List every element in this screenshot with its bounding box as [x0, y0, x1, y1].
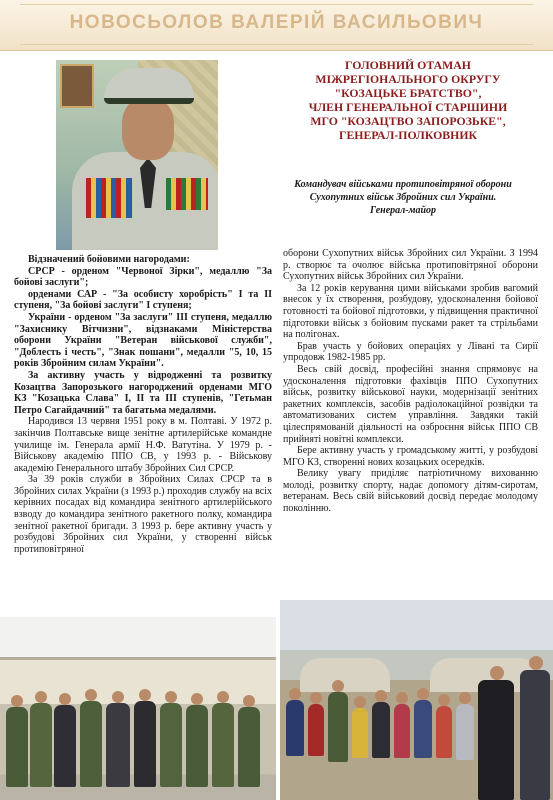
position-subtitle-line: Сухопутних військ Збройних сил України.	[309, 192, 497, 203]
paragraph: України - орденом "За заслуги" ІІІ ступеня, медаллю "Захиснику Вітчизни", відзнаками Міністерства оборони України "Ветеран військової служби", "Доблесть і честь", "Знак пошани", медалли "5, 10, 15 років Збройним силам України".	[14, 311, 272, 370]
person-head	[11, 695, 23, 707]
person-head	[191, 693, 203, 705]
rank-title-line: МІЖРЕГІОНАЛЬНОГО ОКРУГУ	[315, 72, 501, 86]
person-head	[396, 692, 408, 704]
person-head	[375, 690, 387, 702]
person-head	[354, 696, 366, 708]
paragraph: Брав участь у бойових операціях у Лівані та Сирії упродовж 1982-1985 рр.	[283, 340, 538, 364]
rank-title-line: МГО "КОЗАЦТВО ЗАПОРОЗЬКЕ",	[310, 114, 506, 128]
person-figure	[134, 701, 156, 787]
person-head	[438, 694, 450, 706]
header-rule-bottom	[20, 44, 533, 45]
tent-background	[300, 658, 390, 692]
medals-ribbons-right	[166, 178, 208, 210]
person-figure	[80, 701, 102, 787]
person-figure	[54, 705, 76, 787]
rank-title-line: ГОЛОВНИЙ ОТАМАН	[345, 58, 471, 72]
paragraph: орденами САР - "За особисту хоробрість" І та ІІ ступеня, "За бойові заслуги" І ступеня;	[14, 288, 272, 312]
paragraph: Весь свій досвід, професійні знання спрямовує на удосконалення підготовки фахівців ППО Сухопутних військ, розвитку військової науки, модернізації зенітних ракетних комплексів, засобів радіолокаційної розвідки та автоматизованих систем управління. Завдяки такій цілеспрямованій діяльності на озброєння військ ППО СВ прийняті новітні комплекси.	[283, 363, 538, 445]
person-figure	[478, 680, 514, 800]
person-head	[459, 692, 471, 704]
paragraph: За активну участь у відродженні та розвитку Козацтва Запорозького нагороджений орденами МГО КЗ "Козацька Слава" І, ІІ та ІІІ ступенів, "Гетьман Петро Сагайдачний" та багатьма медалями.	[14, 369, 272, 416]
person-figure	[456, 704, 474, 760]
person-figure	[436, 706, 452, 758]
paragraph: оборони Сухопутних військ Збройних сил України. З 1994 р. створює та очолює війська протиповітряної оборони Сухопутних військ Збройних сил України.	[283, 248, 538, 283]
rank-title-line: ЧЛЕН ГЕНЕРАЛЬНОЇ СТАРШИНИ	[308, 100, 508, 114]
person-figure	[520, 670, 550, 800]
left-text-column	[14, 254, 272, 555]
position-subtitle-line: Генерал-майор	[369, 205, 437, 216]
person-head	[310, 692, 322, 704]
face-shape	[122, 98, 174, 160]
person-figure	[6, 707, 28, 787]
paragraph: Народився 13 червня 1951 року в м. Полтаві. У 1972 р. закінчив Полтавське вище зенітне артилерійське командне училище ім. Генерала армії Н.Ф. Ватутіна. У 1979 р. - Військову академію ППО СВ, у 1993 р. - Військову академію Генерального штабу Збройних Сил СРСР.	[14, 416, 272, 474]
person-figure	[352, 708, 368, 758]
person-figure	[286, 700, 304, 756]
person-figure	[160, 703, 182, 787]
person-figure	[238, 707, 260, 787]
group-photo-officers	[0, 617, 276, 800]
person-head	[417, 688, 429, 700]
person-figure	[414, 700, 432, 758]
person-figure	[328, 692, 348, 762]
person-head	[139, 689, 151, 701]
person-figure	[186, 705, 208, 787]
person-figure	[212, 703, 234, 787]
cap-shape	[104, 68, 194, 104]
person-head	[35, 691, 47, 703]
rank-title-line: ГЕНЕРАЛ-ПОЛКОВНИК	[338, 128, 478, 142]
person-head	[217, 691, 229, 703]
paragraph: Бере активну участь у громадському житті, у розбудові МГО КЗ, створенні нових козацьких осередків.	[283, 445, 538, 468]
person-head	[289, 688, 301, 700]
portrait-photo	[56, 60, 218, 250]
page-title: НОВОСЬОЛОВ ВАЛЕРІЙ ВАСИЛЬОВИЧ	[69, 12, 484, 33]
wall-frame-decoration	[60, 64, 94, 108]
photo-children-event	[280, 600, 553, 800]
paragraph: СРСР - орденом "Червоної Зірки", медаллю "За бойові заслуги";	[14, 265, 272, 289]
header-rule-top	[20, 4, 533, 5]
person-head	[59, 693, 71, 705]
paragraph: За 39 років служби в Збройних Силах СРСР та в Збройних силах України (з 1993 р.) проходив службу на всіх керівних посадах від командира зенітного артилерійського взводу до командира зенітного ракетного полку, командира зенітної ракетної бригади. З 1993 р. бере активну участь у розбудові Збройних сил України, у створенні військ протиповітряної	[14, 474, 272, 555]
awards-heading: Відзначений бойовими нагородами:	[28, 254, 190, 265]
position-subtitle-line: Командувач військами протиповітряної оборони	[294, 179, 512, 190]
person-head	[243, 695, 255, 707]
person-figure	[308, 704, 324, 756]
person-figure	[372, 702, 390, 758]
paragraph: За 12 років керування цими військами зробив вагомий внесок у їх створення, розбудову, удосконалення бойової готовності та бойової підготовки, у підвищення практичної підготовки військ з бойовим пусками ракет та стрільбами на полігонах.	[283, 282, 538, 341]
person-head	[85, 689, 97, 701]
person-figure	[394, 704, 410, 758]
medals-ribbons-left	[86, 178, 132, 218]
person-head	[332, 680, 344, 692]
person-head	[165, 691, 177, 703]
person-head	[112, 691, 124, 703]
right-text-column	[283, 248, 538, 515]
rank-title	[278, 58, 538, 142]
person-head	[529, 656, 543, 670]
position-subtitle	[278, 178, 528, 217]
person-figure	[106, 703, 130, 787]
paragraph: Велику увагу приділяє патріотичному вихованню молоді, розвитку спорту, надає допомогу дітям-сиротам, ветеранам. Весь свій військовий досвід передає молодому поколінню.	[283, 468, 538, 515]
person-figure	[30, 703, 52, 787]
person-head	[490, 666, 504, 680]
rank-title-line: "КОЗАЦЬКЕ БРАТСТВО",	[334, 86, 482, 100]
